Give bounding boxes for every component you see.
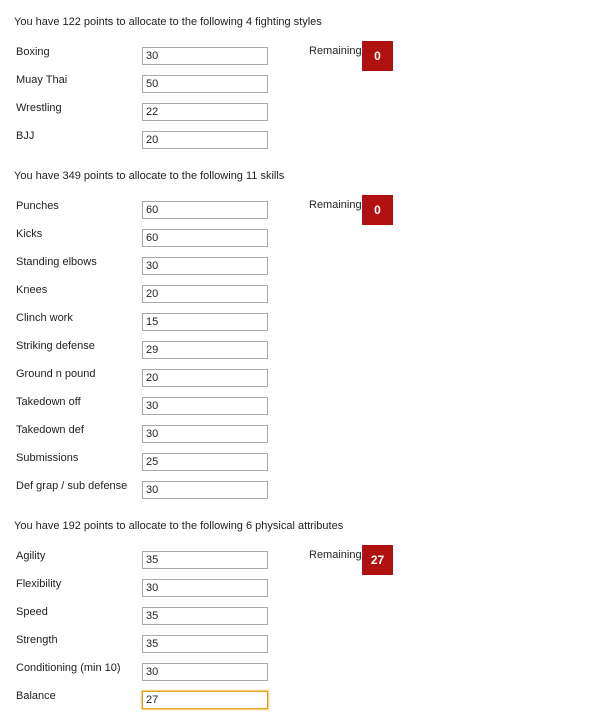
bjj-input[interactable] <box>142 131 268 149</box>
fighting-styles-intro: You have 122 points to allocate to the following 4 fighting styles <box>14 16 322 28</box>
balance-label: Balance <box>16 690 56 702</box>
takedown-def-input[interactable] <box>142 425 268 443</box>
muay-thai-label: Muay Thai <box>16 74 68 86</box>
kicks-input[interactable] <box>142 229 268 247</box>
knees-input[interactable] <box>142 285 268 303</box>
kicks-label: Kicks <box>16 228 43 240</box>
agility-label: Agility <box>16 550 46 562</box>
remaining-label: Remaining <box>309 549 362 561</box>
physical-attributes-intro: You have 192 points to allocate to the following 6 physical attributes <box>14 520 344 532</box>
agility-input[interactable] <box>142 551 268 569</box>
standing-elbows-label: Standing elbows <box>16 256 97 268</box>
strength-label: Strength <box>16 634 58 646</box>
def-grap-sub-defense-input[interactable] <box>142 481 268 499</box>
speed-input[interactable] <box>142 607 268 625</box>
boxing-label: Boxing <box>16 46 50 58</box>
row-muay-thai <box>0 74 611 102</box>
submissions-label: Submissions <box>16 452 79 464</box>
bjj-label: BJJ <box>16 130 35 142</box>
row-standing-elbows <box>0 256 611 284</box>
remaining-label: Remaining <box>309 199 362 211</box>
remaining-badge: 0 <box>362 195 393 225</box>
row-conditioning <box>0 662 611 690</box>
standing-elbows-input[interactable] <box>142 257 268 275</box>
knees-label: Knees <box>16 284 48 296</box>
row-ground-n-pound <box>0 368 611 396</box>
row-knees <box>0 284 611 312</box>
takedown-off-input[interactable] <box>142 397 268 415</box>
punches-label: Punches <box>16 200 59 212</box>
clinch-work-input[interactable] <box>142 313 268 331</box>
strength-input[interactable] <box>142 635 268 653</box>
flexibility-input[interactable] <box>142 579 268 597</box>
row-strength <box>0 634 611 662</box>
row-speed <box>0 606 611 634</box>
ground-n-pound-input[interactable] <box>142 369 268 387</box>
boxing-input[interactable] <box>142 47 268 65</box>
striking-defense-input[interactable] <box>142 341 268 359</box>
remaining-badge: 0 <box>362 41 393 71</box>
conditioning-input[interactable] <box>142 663 268 681</box>
wrestling-input[interactable] <box>142 103 268 121</box>
striking-defense-label: Striking defense <box>16 340 95 352</box>
row-def-grap-sub-defense <box>0 480 611 508</box>
row-flexibility <box>0 578 611 606</box>
remaining-badge: 27 <box>362 545 393 575</box>
row-punches <box>0 200 611 228</box>
row-submissions <box>0 452 611 480</box>
row-wrestling <box>0 102 611 130</box>
speed-label: Speed <box>16 606 48 618</box>
row-agility <box>0 550 611 578</box>
def-grap-sub-defense-label: Def grap / sub defense <box>16 480 128 492</box>
takedown-def-label: Takedown def <box>16 424 84 436</box>
row-clinch-work <box>0 312 611 340</box>
row-takedown-def <box>0 424 611 452</box>
balance-input[interactable] <box>142 691 268 709</box>
clinch-work-label: Clinch work <box>16 312 73 324</box>
flexibility-label: Flexibility <box>16 578 62 590</box>
row-balance <box>0 690 611 718</box>
row-bjj <box>0 130 611 158</box>
muay-thai-input[interactable] <box>142 75 268 93</box>
remaining-label: Remaining <box>309 45 362 57</box>
skills-intro: You have 349 points to allocate to the following 11 skills <box>14 170 285 182</box>
wrestling-label: Wrestling <box>16 102 62 114</box>
takedown-off-label: Takedown off <box>16 396 81 408</box>
row-striking-defense <box>0 340 611 368</box>
submissions-input[interactable] <box>142 453 268 471</box>
ground-n-pound-label: Ground n pound <box>16 368 96 380</box>
punches-input[interactable] <box>142 201 268 219</box>
row-takedown-off <box>0 396 611 424</box>
conditioning-label: Conditioning (min 10) <box>16 662 121 674</box>
row-kicks <box>0 228 611 256</box>
row-boxing <box>0 46 611 74</box>
